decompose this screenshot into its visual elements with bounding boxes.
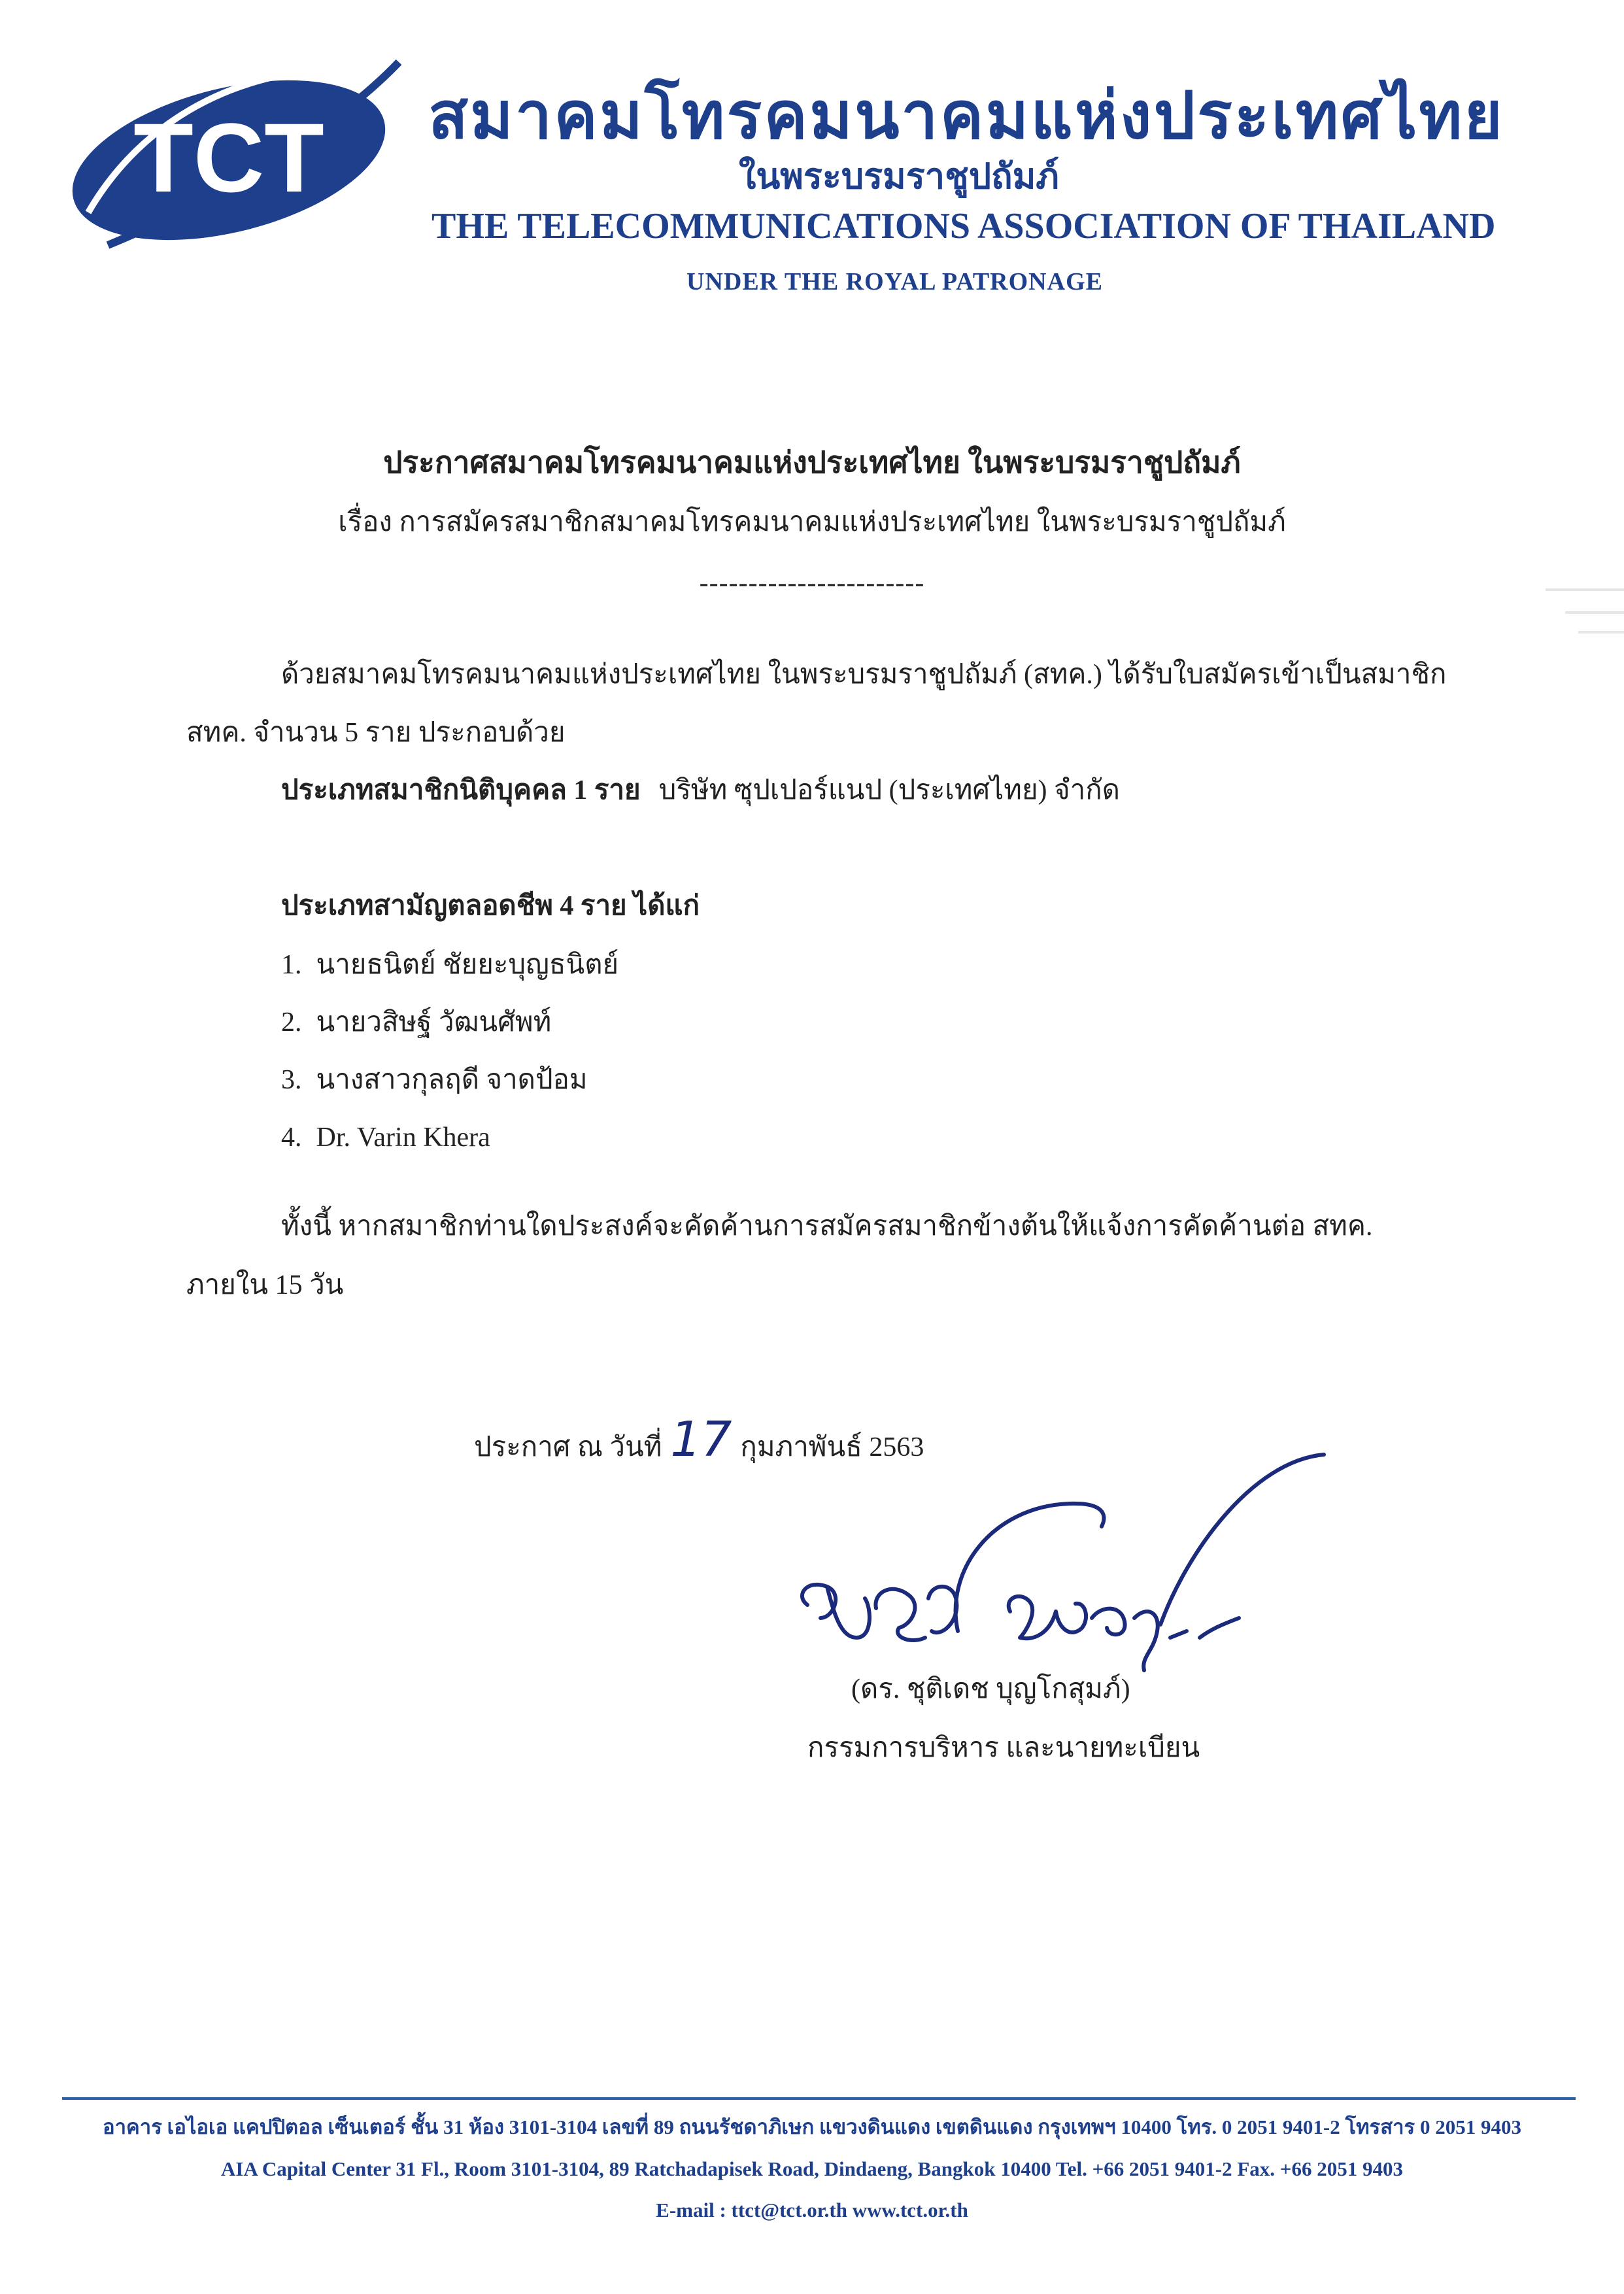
list-item	[281, 1007, 551, 1038]
list-item-name: นางสาวกุลฤดี จาดป้อม	[316, 1065, 588, 1095]
list-item-number: 2.	[281, 1007, 302, 1037]
footer-address-en: AIA Capital Center 31 Fl., Room 3101-3104, 89 Ratchadapisek Road, Dindaeng, Bangkok 10400 Tel. +66 2051 9401-2 Fax. +66 2051 9403	[221, 2157, 1403, 2180]
logo-text: TCT	[133, 103, 324, 212]
org-patronage-th: ในพระบรมราชูปถัมภ์	[739, 157, 1059, 196]
list-item	[281, 949, 618, 981]
org-name-en: THE TELECOMMUNICATIONS ASSOCIATION OF THAILAND	[431, 206, 1496, 246]
intro-line-1: ด้วยสมาคมโทรคมนาคมแห่งประเทศไทย ในพระบรมราชูปถัมภ์ (สทค.) ได้รับใบสมัครเข้าเป็นสมาชิก	[281, 660, 1447, 690]
signatory-title: กรรมการบริหาร และนายทะเบียน	[807, 1733, 1200, 1763]
scan-edge-mark	[1565, 611, 1624, 614]
handwritten-signature	[794, 1442, 1330, 1690]
list-item	[281, 1122, 490, 1153]
footer-divider	[62, 2097, 1576, 2100]
announcement-subject: เรื่อง การสมัครสมาชิกสมาคมโทรคมนาคมแห่งประเทศไทย ในพระบรมราชูปถัมภ์	[338, 507, 1286, 537]
list-item-number: 1.	[281, 950, 302, 980]
org-patronage-en: UNDER THE ROYAL PATRONAGE	[686, 268, 1103, 295]
announcement-heading: ประกาศสมาคมโทรคมนาคมแห่งประเทศไทย ในพระบรมราชูปถัมภ์	[383, 446, 1241, 479]
heading-divider: -----------------------	[699, 568, 925, 598]
list-item-name: นายธนิตย์ ชัยยะบุญธนิตย์	[316, 950, 619, 980]
list-item	[281, 1064, 588, 1096]
date-month-year: กุมภาพันธ์ 2563	[740, 1432, 924, 1462]
list-item-name: Dr. Varin Khera	[316, 1122, 490, 1153]
list-item-number: 3.	[281, 1065, 302, 1095]
lifetime-member-label: ประเภทสามัญตลอดชีพ 4 ราย ได้แก่	[281, 891, 700, 921]
footer-address-th: อาคาร เอไอเอ แคปปิตอล เซ็นเตอร์ ชั้น 31 ห้อง 3101-3104 เลขที่ 89 ถนนรัชดาภิเษก แขวงดินแดง เขตดินแดง กรุงเทพฯ 10400 โทร. 0 2051 9401-2 โทรสาร 0 2051 9403	[103, 2116, 1521, 2138]
objection-line-2: ภายใน 15 วัน	[186, 1270, 344, 1300]
date-day: 17	[670, 1411, 732, 1468]
list-item-number: 4.	[281, 1122, 302, 1153]
corporate-member-label: ประเภทสมาชิกนิติบุคคล 1 ราย	[281, 775, 641, 805]
scan-edge-mark	[1578, 631, 1624, 633]
intro-line-2: สทค. จำนวน 5 ราย ประกอบด้วย	[186, 718, 566, 748]
tct-logo	[62, 49, 402, 271]
corporate-member-company: บริษัท ซุปเปอร์แนป (ประเทศไทย) จำกัด	[658, 775, 1120, 805]
scan-edge-mark	[1546, 588, 1624, 591]
signatory-name: (ดร. ชุติเดช บุญโกสุมภ์)	[851, 1674, 1130, 1704]
org-name-th: สมาคมโทรคมนาคมแห่งประเทศไทย	[428, 80, 1504, 152]
corporate-member-row	[281, 775, 1120, 806]
date-prefix: ประกาศ ณ วันที่	[474, 1432, 662, 1462]
footer-contact: E-mail : ttct@tct.or.th www.tct.or.th	[656, 2199, 968, 2221]
list-item-name: นายวสิษฐ์ วัฒนศัพท์	[316, 1007, 552, 1037]
objection-line-1: ทั้งนี้ หากสมาชิกท่านใดประสงค์จะคัดค้านการสมัครสมาชิกข้างต้นให้แจ้งการคัดค้านต่อ สทค.	[281, 1211, 1373, 1241]
